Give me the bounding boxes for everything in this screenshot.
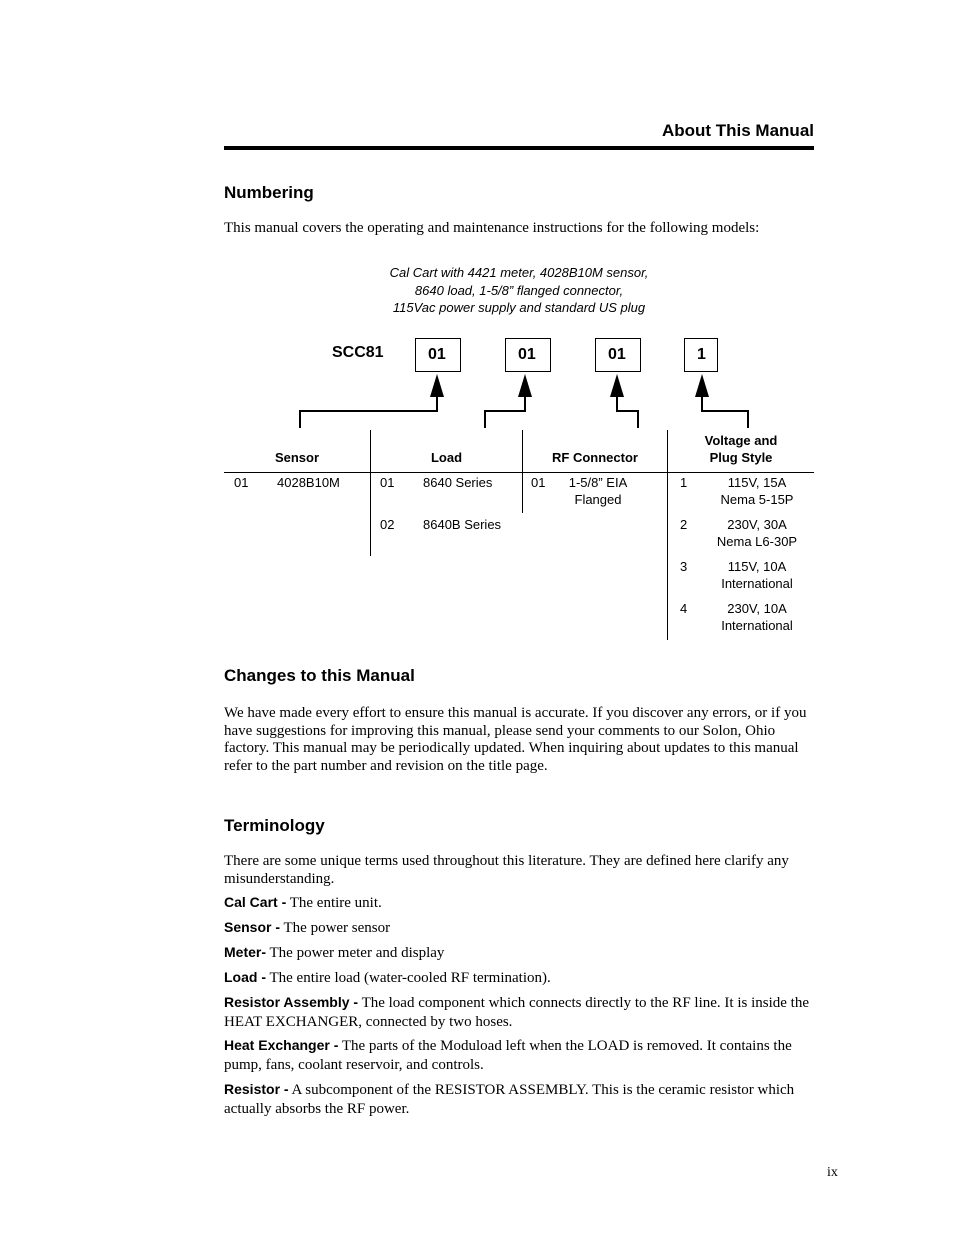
term-entry [224, 943, 814, 963]
col-header-voltage-line: Plug Style [709, 450, 773, 465]
rf-desc-line: Flanged [574, 492, 622, 507]
term-definition: The entire unit. [286, 895, 382, 911]
voltage-desc-line: 230V, 10A [727, 601, 787, 616]
page-header-title: About This Manual [661, 121, 814, 140]
voltage-code: 2 [680, 517, 688, 532]
voltage-desc [702, 474, 812, 508]
rf-desc-line: 1-5/8” EIA [568, 475, 628, 490]
rf-desc [553, 474, 643, 508]
voltage-desc-line: 115V, 10A [727, 559, 787, 574]
col-header-sensor: Sensor [274, 450, 320, 465]
numbering-heading: Numbering [224, 183, 314, 202]
term-name: Load - [224, 969, 266, 985]
term-entry [224, 993, 814, 1032]
terminology-heading: Terminology [224, 816, 325, 835]
term-name: Heat Exchanger - [224, 1037, 339, 1053]
term-name: Meter- [224, 944, 267, 960]
voltage-desc [702, 516, 812, 550]
load-desc: 8640 Series [423, 475, 493, 490]
term-entry [224, 968, 814, 988]
voltage-desc-line: Nema 5-15P [720, 492, 794, 507]
voltage-code: 1 [680, 475, 688, 490]
connector-sensor [300, 395, 437, 428]
changes-body: We have made every effort to ensure this manual is accurate. If you discover any errors, or if you have suggestions for improving this manual, please send your comments to our Solon, Ohio factory. This manual may be periodically updated. When inquiring about updates to this manual refer to the part number and revision on the title page. [224, 705, 807, 774]
col-header-load: Load [430, 450, 463, 465]
load-code: 02 [380, 517, 395, 532]
terminology-intro: There are some unique terms used throughout this literature. They are defined here clarify any misunderstanding. [224, 853, 789, 887]
term-definition: The entire load (water-cooled RF termination). [266, 970, 551, 986]
model-code-sensor: 01 [415, 338, 461, 372]
voltage-desc-line: International [721, 618, 793, 633]
changes-heading: Changes to this Manual [224, 666, 415, 685]
term-name: Resistor - [224, 1081, 289, 1097]
col-header-rf-connector: RF Connector [552, 450, 638, 465]
caption-line: 8640 load, 1-5/8” flanged connector, [414, 282, 624, 298]
model-code-load: 01 [505, 338, 551, 372]
term-entry [224, 1036, 814, 1075]
term-definition: A subcomponent of the RESISTOR ASSEMBLY. This is the ceramic resistor which actually absorbs the RF power. [224, 1082, 795, 1117]
voltage-code: 4 [680, 601, 688, 616]
model-code-voltage: 1 [684, 338, 718, 372]
voltage-desc-line: 230V, 30A [727, 517, 787, 532]
term-definition: The load component which connects directly to the RF line. It is inside the HEAT EXCHANGER, connected by two hoses. [224, 995, 809, 1030]
voltage-code: 3 [680, 559, 688, 574]
voltage-desc-line: International [721, 576, 793, 591]
term-entry [224, 918, 814, 938]
connector-voltage [702, 395, 748, 428]
caption-line: Cal Cart with 4421 meter, 4028B10M sensor, [389, 265, 649, 280]
arrow-head [430, 374, 444, 397]
term-name: Cal Cart - [224, 894, 287, 910]
term-name: Resistor Assembly - [224, 994, 359, 1010]
term-entry [224, 1080, 814, 1119]
col-header-voltage [668, 432, 814, 466]
arrow-head [518, 374, 532, 397]
term-definition: The power meter and display [266, 945, 445, 961]
numbering-intro: This manual covers the operating and maintenance instructions for the following models: [224, 220, 760, 236]
term-name: Sensor - [224, 919, 281, 935]
voltage-desc-line: 115V, 15A [727, 475, 787, 490]
page-number: ix [827, 1165, 838, 1180]
col-header-voltage-line: Voltage and [704, 433, 778, 448]
arrow-head [695, 374, 709, 397]
term-entry [224, 893, 814, 913]
arrow-head [610, 374, 624, 397]
term-definition: The parts of the Moduload left when the LOAD is removed. It contains the pump, fans, coolant reservoir, and controls. [224, 1038, 792, 1073]
load-desc: 8640B Series [423, 517, 502, 532]
voltage-desc [702, 558, 812, 592]
voltage-desc-line: Nema L6-30P [716, 534, 798, 549]
voltage-desc [702, 600, 812, 634]
caption-line: 115Vac power supply and standard US plug [392, 300, 646, 315]
connector-load [485, 395, 525, 428]
rf-code: 01 [531, 475, 546, 490]
sensor-code: 01 [234, 475, 249, 490]
model-code-rf: 01 [595, 338, 641, 372]
term-definition: The power sensor [280, 920, 391, 936]
connector-rf [617, 395, 638, 428]
load-code: 01 [380, 475, 395, 490]
sensor-desc: 4028B10M [277, 475, 340, 490]
model-prefix: SCC81 [332, 344, 384, 361]
